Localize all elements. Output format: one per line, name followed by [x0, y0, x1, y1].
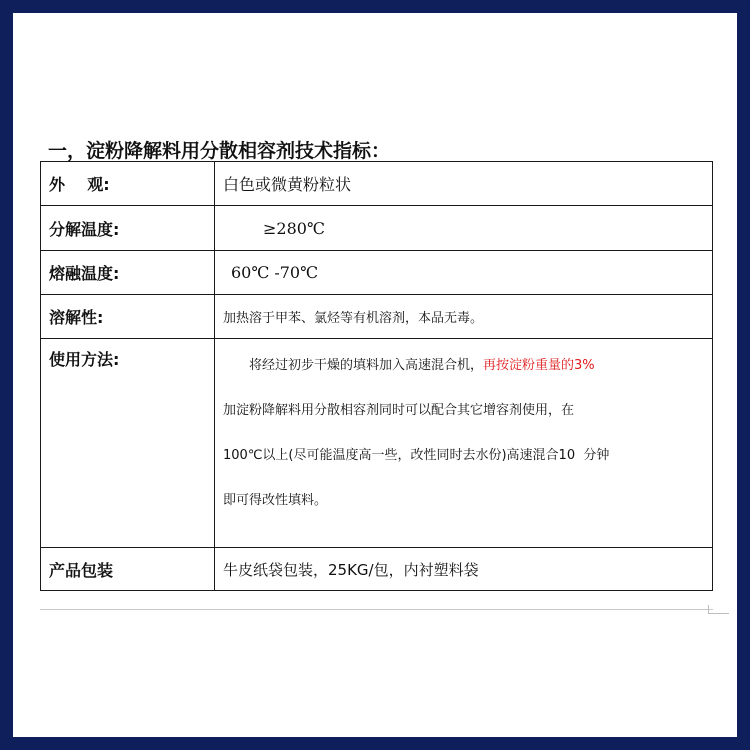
row-label-usage: 使用方法: [41, 339, 215, 548]
row-value-packaging: 牛皮纸袋包装，25KG/包，内衬塑料袋 [215, 548, 713, 591]
row-value-appearance [215, 162, 713, 206]
spec-table [40, 161, 713, 591]
usage-line-3: 100℃以上(尽可能温度高一些，改性同时去水份)高速混合10 分钟 [223, 448, 610, 463]
row-value-melting [215, 251, 713, 295]
usage-line-2: 加淀粉降解料用分散相容剂同时可以配合其它增容剂使用，在 [223, 403, 575, 418]
usage-highlight: 再按淀粉重量的3% [483, 358, 595, 373]
melting-text: 60℃ -70℃ [231, 263, 319, 282]
decomposition-text: ≥280℃ [263, 218, 325, 238]
spec-heading: 一，淀粉降解料用分散相容剂技术指标： [48, 140, 391, 162]
usage-line-1-text: 将经过初步干燥的填料加入高速混合机， [249, 358, 484, 373]
row-label-packaging: 产品包装 [41, 548, 215, 591]
row-label-appearance: 外 观: [41, 162, 215, 206]
table-row [41, 162, 713, 206]
page-divider [40, 609, 713, 610]
row-value-usage [215, 339, 713, 548]
table-row [41, 548, 713, 591]
usage-line-4: 即可得改性填料。 [223, 493, 328, 508]
document-page [13, 13, 737, 737]
page-corner-mark [708, 605, 729, 614]
table-row [41, 339, 713, 548]
appearance-text: 白色或微黄粉粒状 [223, 175, 352, 194]
row-label-solubility: 溶解性: [41, 295, 215, 339]
row-value-decomposition [215, 206, 713, 251]
row-label-decomposition: 分解温度: [41, 206, 215, 251]
table-row [41, 295, 713, 339]
row-label-melting: 熔融温度: [41, 251, 215, 295]
table-row [41, 206, 713, 251]
usage-line-1 [223, 343, 704, 388]
table-row [41, 251, 713, 295]
row-value-solubility: 加热溶于甲苯、氯烃等有机溶剂，本品无毒。 [215, 295, 713, 339]
